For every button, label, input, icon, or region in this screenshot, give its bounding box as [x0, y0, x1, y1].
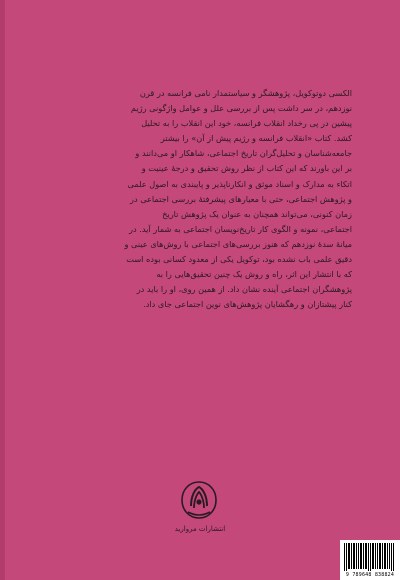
blurb-line: اجتماعی، نمونه و الگوی کار تاریخ‌نویسان اجتماعی به شمار آید. در	[129, 223, 352, 234]
blurb-line: الکسی دوتوکویل، پژوهشگر و سیاستمدار نامی فرانسه در قرن	[139, 88, 352, 98]
blurb-line: و پژوهش اجتماعی، حتی با معیارهای پیشرفتهٔ بررسی اجتماعی در	[130, 193, 352, 204]
blurb-text	[55, 86, 352, 312]
barcode-bars-icon	[344, 543, 396, 571]
isbn-barcode	[340, 540, 400, 580]
blurb-line: نوزدهم، در سر داشت پس از بررسی علل و عوامل واژگونی رژیم	[130, 103, 352, 114]
isbn-number: 9 789648 838824	[345, 572, 395, 578]
blurb-line: بر این باورند که این کتاب از نظر روش تحقیق و درجهٔ عینیت و	[141, 163, 352, 174]
publisher-name: انتشارات مروارید	[174, 525, 226, 533]
blurb-line: دقیق علمی باب نشده بود، توکویل یکی از معدود کسانی بوده است	[126, 254, 352, 265]
blurb-line: پیشین در پی رخداد انقلاب فرانسه، خود این انقلاب را به تحلیل	[141, 118, 352, 129]
cover-spine-edge	[0, 0, 5, 580]
blurb-line: زمان کنونی، می‌تواند همچنان به عنوان یک پژوهش تاریخ	[162, 208, 352, 219]
publisher-logo-icon	[176, 478, 222, 526]
blurb-line: جامعه‌شناسان و تحلیل‌گران تاریخ اجتماعی، شاهکار او می‌دانند و	[135, 148, 352, 159]
blurb-line: میانهٔ سدهٔ نوزدهم که هنوز بررسی‌های اجتماعی با روش‌های عینی و	[124, 238, 352, 249]
blurb-line: که با انتشار این اثر، راه و روش یک چنین تحقیق‌هایی را به	[156, 269, 352, 280]
blurb-line: کشد. کتاب «انقلاب فرانسه و رژیم پیش از آن» را بیشتر	[160, 133, 352, 144]
blurb-line: پژوهشگران اجتماعی آینده نشان داد. از همین روی، او را باید در	[136, 284, 352, 295]
blurb-line: کنار پیشتازان و رهگشایان پژوهش‌های نوین اجتماعی جای داد.	[143, 299, 352, 310]
blurb-line: اتکاء به مدارک و اسناد موثق و انکارناپذیر و پایبندی به اصول علمی	[127, 178, 352, 189]
